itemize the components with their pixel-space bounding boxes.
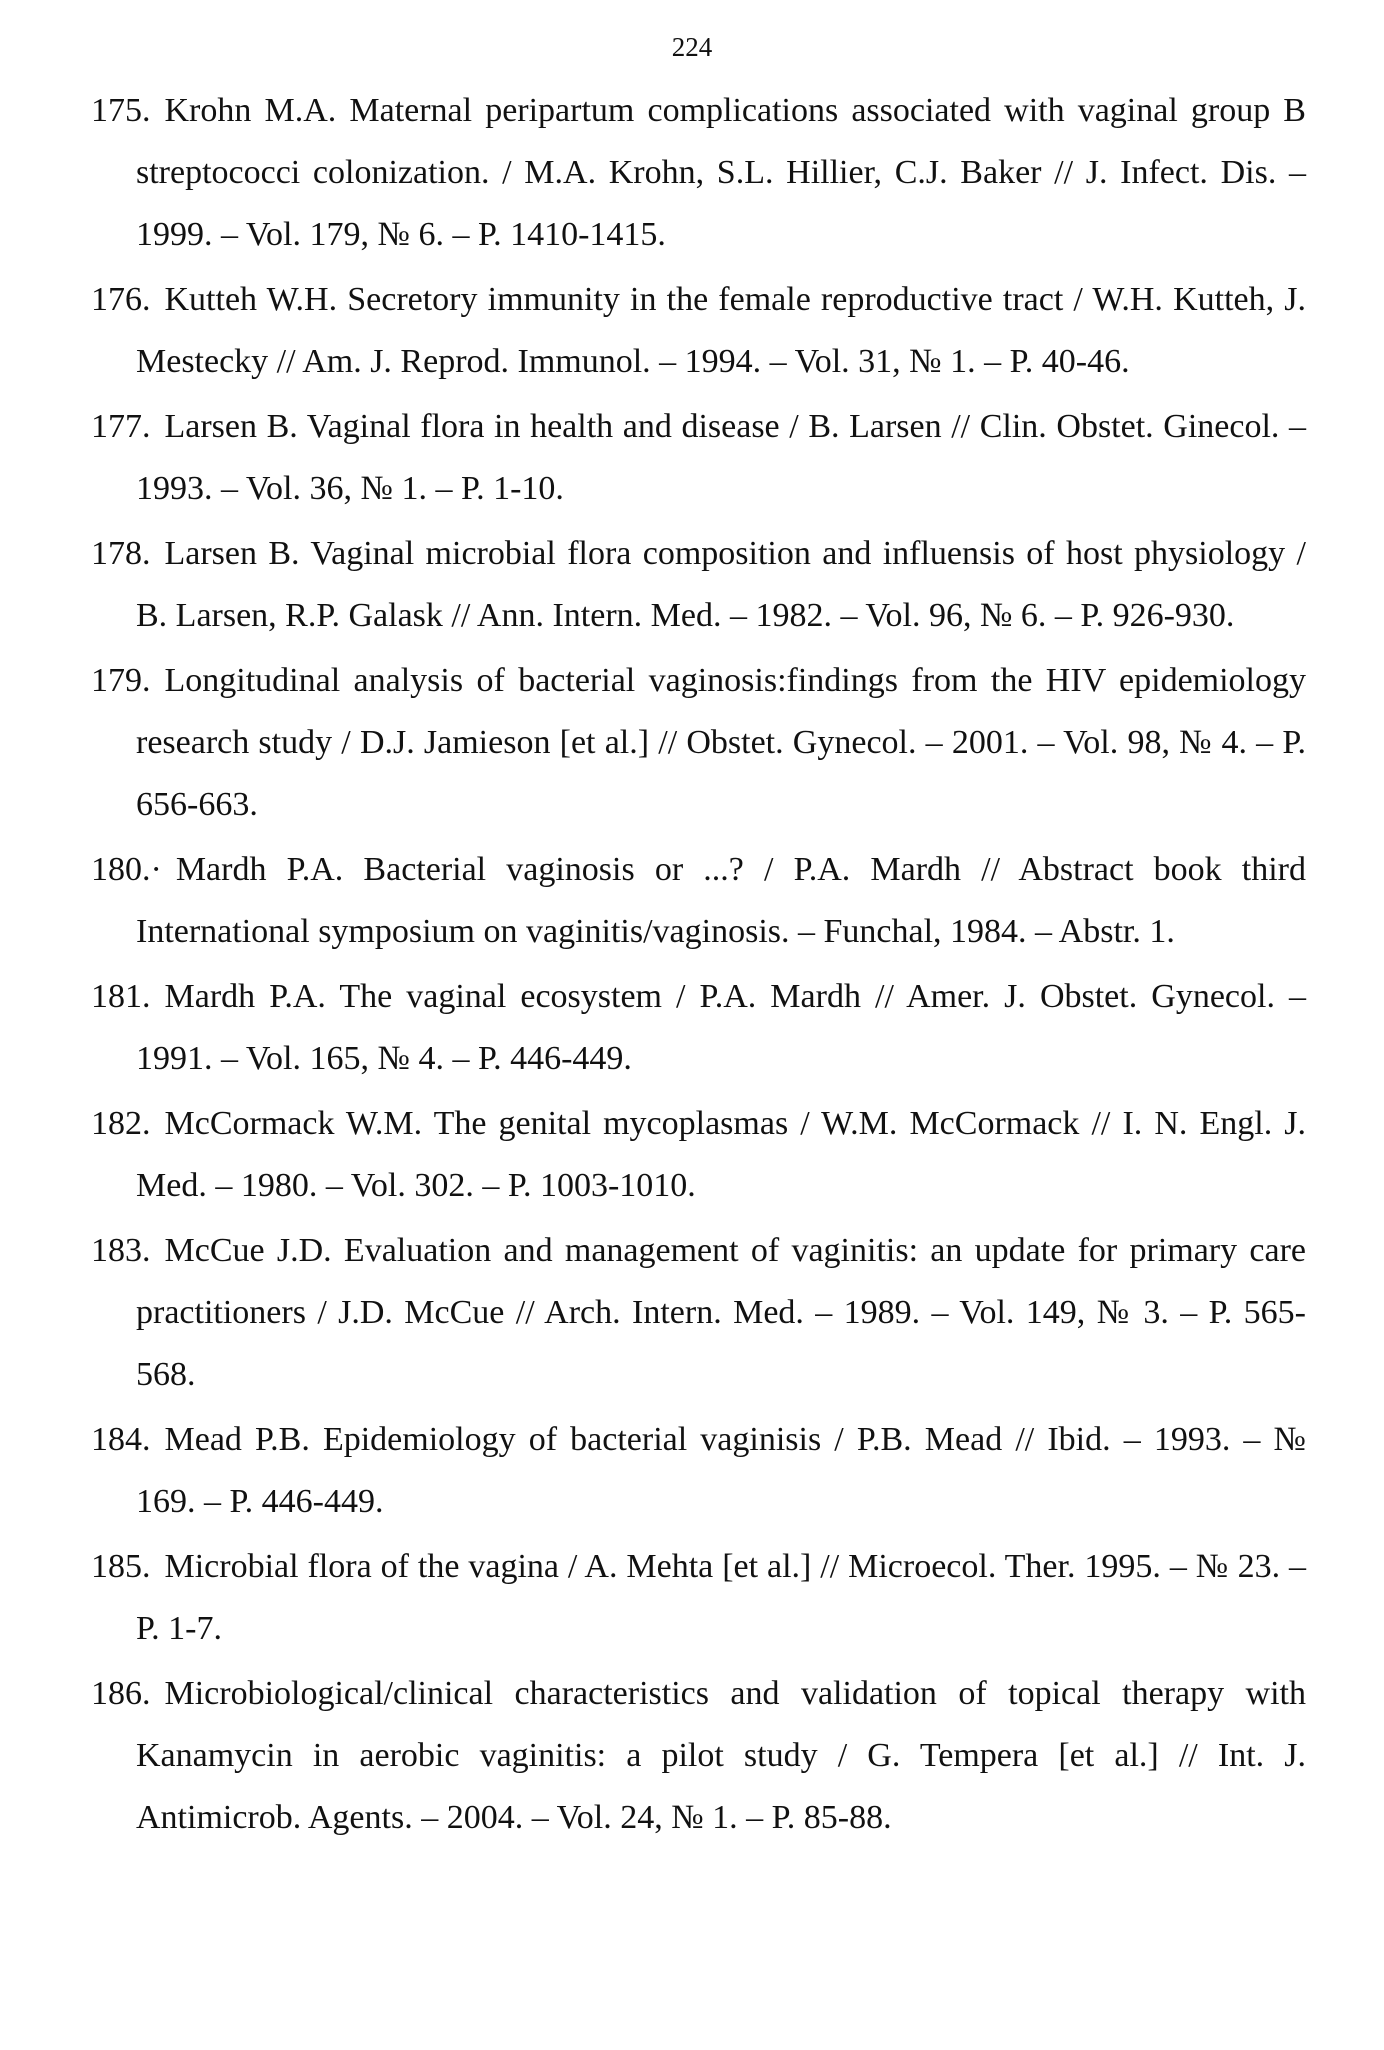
reference-text: Mardh P.A. The vaginal ecosystem / P.A. Mardh // Amer. J. Obstet. Gynecol. – 1991. – Vol. 165, № 4. – P. 446-449. xyxy=(136,978,1306,1077)
reference-text: Microbial flora of the vagina / A. Mehta [et al.] // Microecol. Ther. 1995. – № 23. – P. 1-7. xyxy=(136,1548,1306,1647)
reference-text: Mead P.B. Epidemiology of bacterial vaginisis / P.B. Mead // Ibid. – 1993. – № 169. – P. 446-449. xyxy=(136,1421,1306,1520)
reference-number: 184. xyxy=(91,1421,151,1458)
reference-item xyxy=(91,1536,1306,1660)
reference-item xyxy=(91,396,1306,520)
reference-text: Kutteh W.H. Secretory immunity in the female reproductive tract / W.H. Kutteh, J. Mestecky // Am. J. Reprod. Immunol. – 1994. – Vol. 31, № 1. – P. 40-46. xyxy=(136,281,1306,380)
reference-item xyxy=(91,1220,1306,1406)
reference-text: Krohn M.A. Maternal peripartum complications associated with vaginal group B streptococci colonization. / M.A. Krohn, S.L. Hillier, C.J. Baker // J. Infect. Dis. – 1999. – Vol. 179, № 6. – P. 1410-1415. xyxy=(136,92,1306,253)
reference-list xyxy=(91,80,1306,1852)
reference-text: Larsen B. Vaginal microbial flora composition and influensis of host physiology / B. Larsen, R.P. Galask // Ann. Intern. Med. – 1982. – Vol. 96, № 6. – P. 926-930. xyxy=(136,535,1306,634)
reference-number: 183. xyxy=(91,1232,151,1269)
reference-text: Longitudinal analysis of bacterial vaginosis:findings from the HIV epidemiology research study / D.J. Jamieson [et al.] // Obstet. Gynecol. – 2001. – Vol. 98, № 4. – P. 656-663. xyxy=(136,662,1306,823)
reference-item xyxy=(91,650,1306,836)
reference-number: 181. xyxy=(91,978,151,1015)
reference-item xyxy=(91,523,1306,647)
reference-item xyxy=(91,966,1306,1090)
reference-item xyxy=(91,1409,1306,1533)
reference-number: 185. xyxy=(91,1548,151,1585)
reference-text: Mardh P.A. Bacterial vaginosis or ...? / P.A. Mardh // Abstract book third International symposium on vaginitis/vaginosis. – Funchal, 1984. – Abstr. 1. xyxy=(136,851,1306,950)
page-number: 224 xyxy=(671,32,713,62)
reference-item xyxy=(91,80,1306,266)
reference-number: 178. xyxy=(91,535,151,572)
reference-item xyxy=(91,839,1306,963)
reference-number: 180.· xyxy=(91,851,162,888)
reference-text: McCue J.D. Evaluation and management of vaginitis: an update for primary care practitioners / J.D. McCue // Arch. Intern. Med. – 1989. – Vol. 149, № 3. – P. 565-568. xyxy=(136,1232,1306,1393)
reference-item xyxy=(91,1663,1306,1849)
reference-number: 186. xyxy=(91,1675,151,1712)
reference-number: 177. xyxy=(91,408,151,445)
reference-number: 182. xyxy=(91,1105,151,1142)
reference-item xyxy=(91,269,1306,393)
reference-item xyxy=(91,1093,1306,1217)
reference-text: Microbiological/clinical characteristics and validation of topical therapy with Kanamycin in aerobic vaginitis: a pilot study / G. Tempera [et al.] // Int. J. Antimicrob. Agents. – 2004. – Vol. 24, № 1. – P. 85-88. xyxy=(136,1675,1306,1836)
reference-text: Larsen B. Vaginal flora in health and disease / B. Larsen // Clin. Obstet. Ginecol. – 1993. – Vol. 36, № 1. – P. 1-10. xyxy=(136,408,1306,507)
reference-number: 175. xyxy=(91,92,151,129)
reference-number: 176. xyxy=(91,281,151,318)
reference-number: 179. xyxy=(91,662,151,699)
reference-text: McCormack W.M. The genital mycoplasmas / W.M. McCormack // I. N. Engl. J. Med. – 1980. – Vol. 302. – P. 1003-1010. xyxy=(136,1105,1306,1204)
